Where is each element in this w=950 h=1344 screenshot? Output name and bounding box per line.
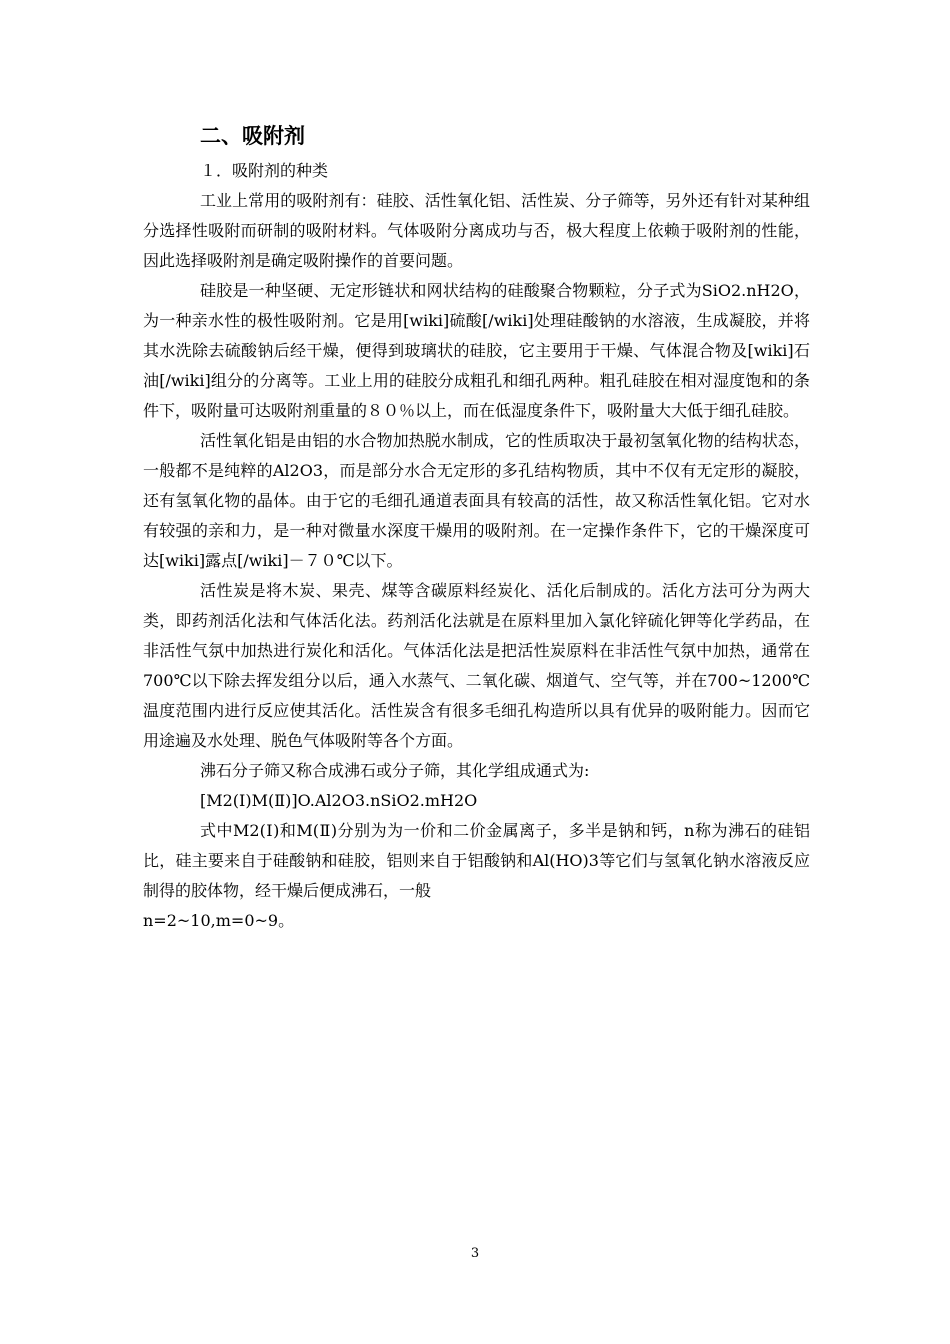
paragraph-activated-carbon: 活性炭是将木炭、果壳、煤等含碳原料经炭化、活化后制成的。活化方法可分为两大类，即药剂活化法和气体活化法。药剂活化法就是在原料里加入氯化锌硫化钾等化学药品，在非活性气氛中加热进行炭化和活化。气体活化法是把活性炭原料在非活性气氛中加热，通常在700℃以下除去挥发组分以后，通入水蒸气、二氧化碳、烟道气、空气等，并在700~1200℃温度范围内进行反应使其活化。活性炭含有很多毛细孔构造所以具有优异的吸附能力。因而它用途遍及水处理、脱色气体吸附等各个方面。 [143,581,810,750]
paragraph-zeolite-formula: [M2(Ⅰ)M(Ⅱ)]O.Al2O3.nSiO2.mH2O [200,791,478,810]
section-title: 二、吸附剂 [200,124,305,148]
paragraph-zeolite-intro: 沸石分子筛又称合成沸石或分子筛，其化学组成通式为: [200,761,590,780]
page-number: 3 [470,1246,480,1261]
paragraph-silica-gel: 硅胶是一种坚硬、无定形链状和网状结构的硅酸聚合物颗粒，分子式为SiO2.nH2O，为一种亲水性的极性吸附剂。它是用[wiki]硫酸[/wiki]处理硅酸钠的水溶液，生成凝胶，并将其水洗除去硫酸钠后经干燥，便得到玻璃状的硅胶，它主要用于干燥、气体混合物及[wiki]石油[/wiki]组分的分离等。工业上用的硅胶分成粗孔和细孔两种。粗孔硅胶在相对湿度饱和的条件下，吸附量可达吸附剂重量的８０％以上，而在低湿度条件下，吸附量大大低于细孔硅胶。 [143,281,810,420]
page-content [143,116,810,936]
paragraph-activated-alumina: 活性氧化铝是由铝的水合物加热脱水制成，它的性质取决于最初氢氧化物的结构状态，一般都不是纯粹的Al2O3，而是部分水合无定形的多孔结构物质，其中不仅有无定形的凝胶，还有氢氧化物的晶体。由于它的毛细孔通道表面具有较高的活性，故又称活性氧化铝。它对水有较强的亲和力，是一种对微量水深度干燥用的吸附剂。在一定操作条件下，它的干燥深度可达[wiki]露点[/wiki]－７０℃以下。 [143,431,810,570]
paragraph-adsorbent-types: 工业上常用的吸附剂有：硅胶、活性氧化铝、活性炭、分子筛等，另外还有针对某种组分选择性吸附而研制的吸附材料。气体吸附分离成功与否，极大程度上依赖于吸附剂的性能，因此选择吸附剂是确定吸附操作的首要问题。 [143,191,810,270]
paragraph-zeolite-explanation: 式中M2(Ⅰ)和M(Ⅱ)分别为为一价和二价金属离子，多半是钠和钙，n称为沸石的硅铝比，硅主要来自于硅酸钠和硅胶，铝则来自于铝酸钠和Al(HO)3等它们与氢氧化钠水溶液反应制得的胶体物，经干燥后便成沸石，一般 [143,821,810,900]
paragraph-zeolite-ranges: n=2~10,m=0~9。 [143,911,295,930]
subsection-title: １．吸附剂的种类 [200,161,329,180]
